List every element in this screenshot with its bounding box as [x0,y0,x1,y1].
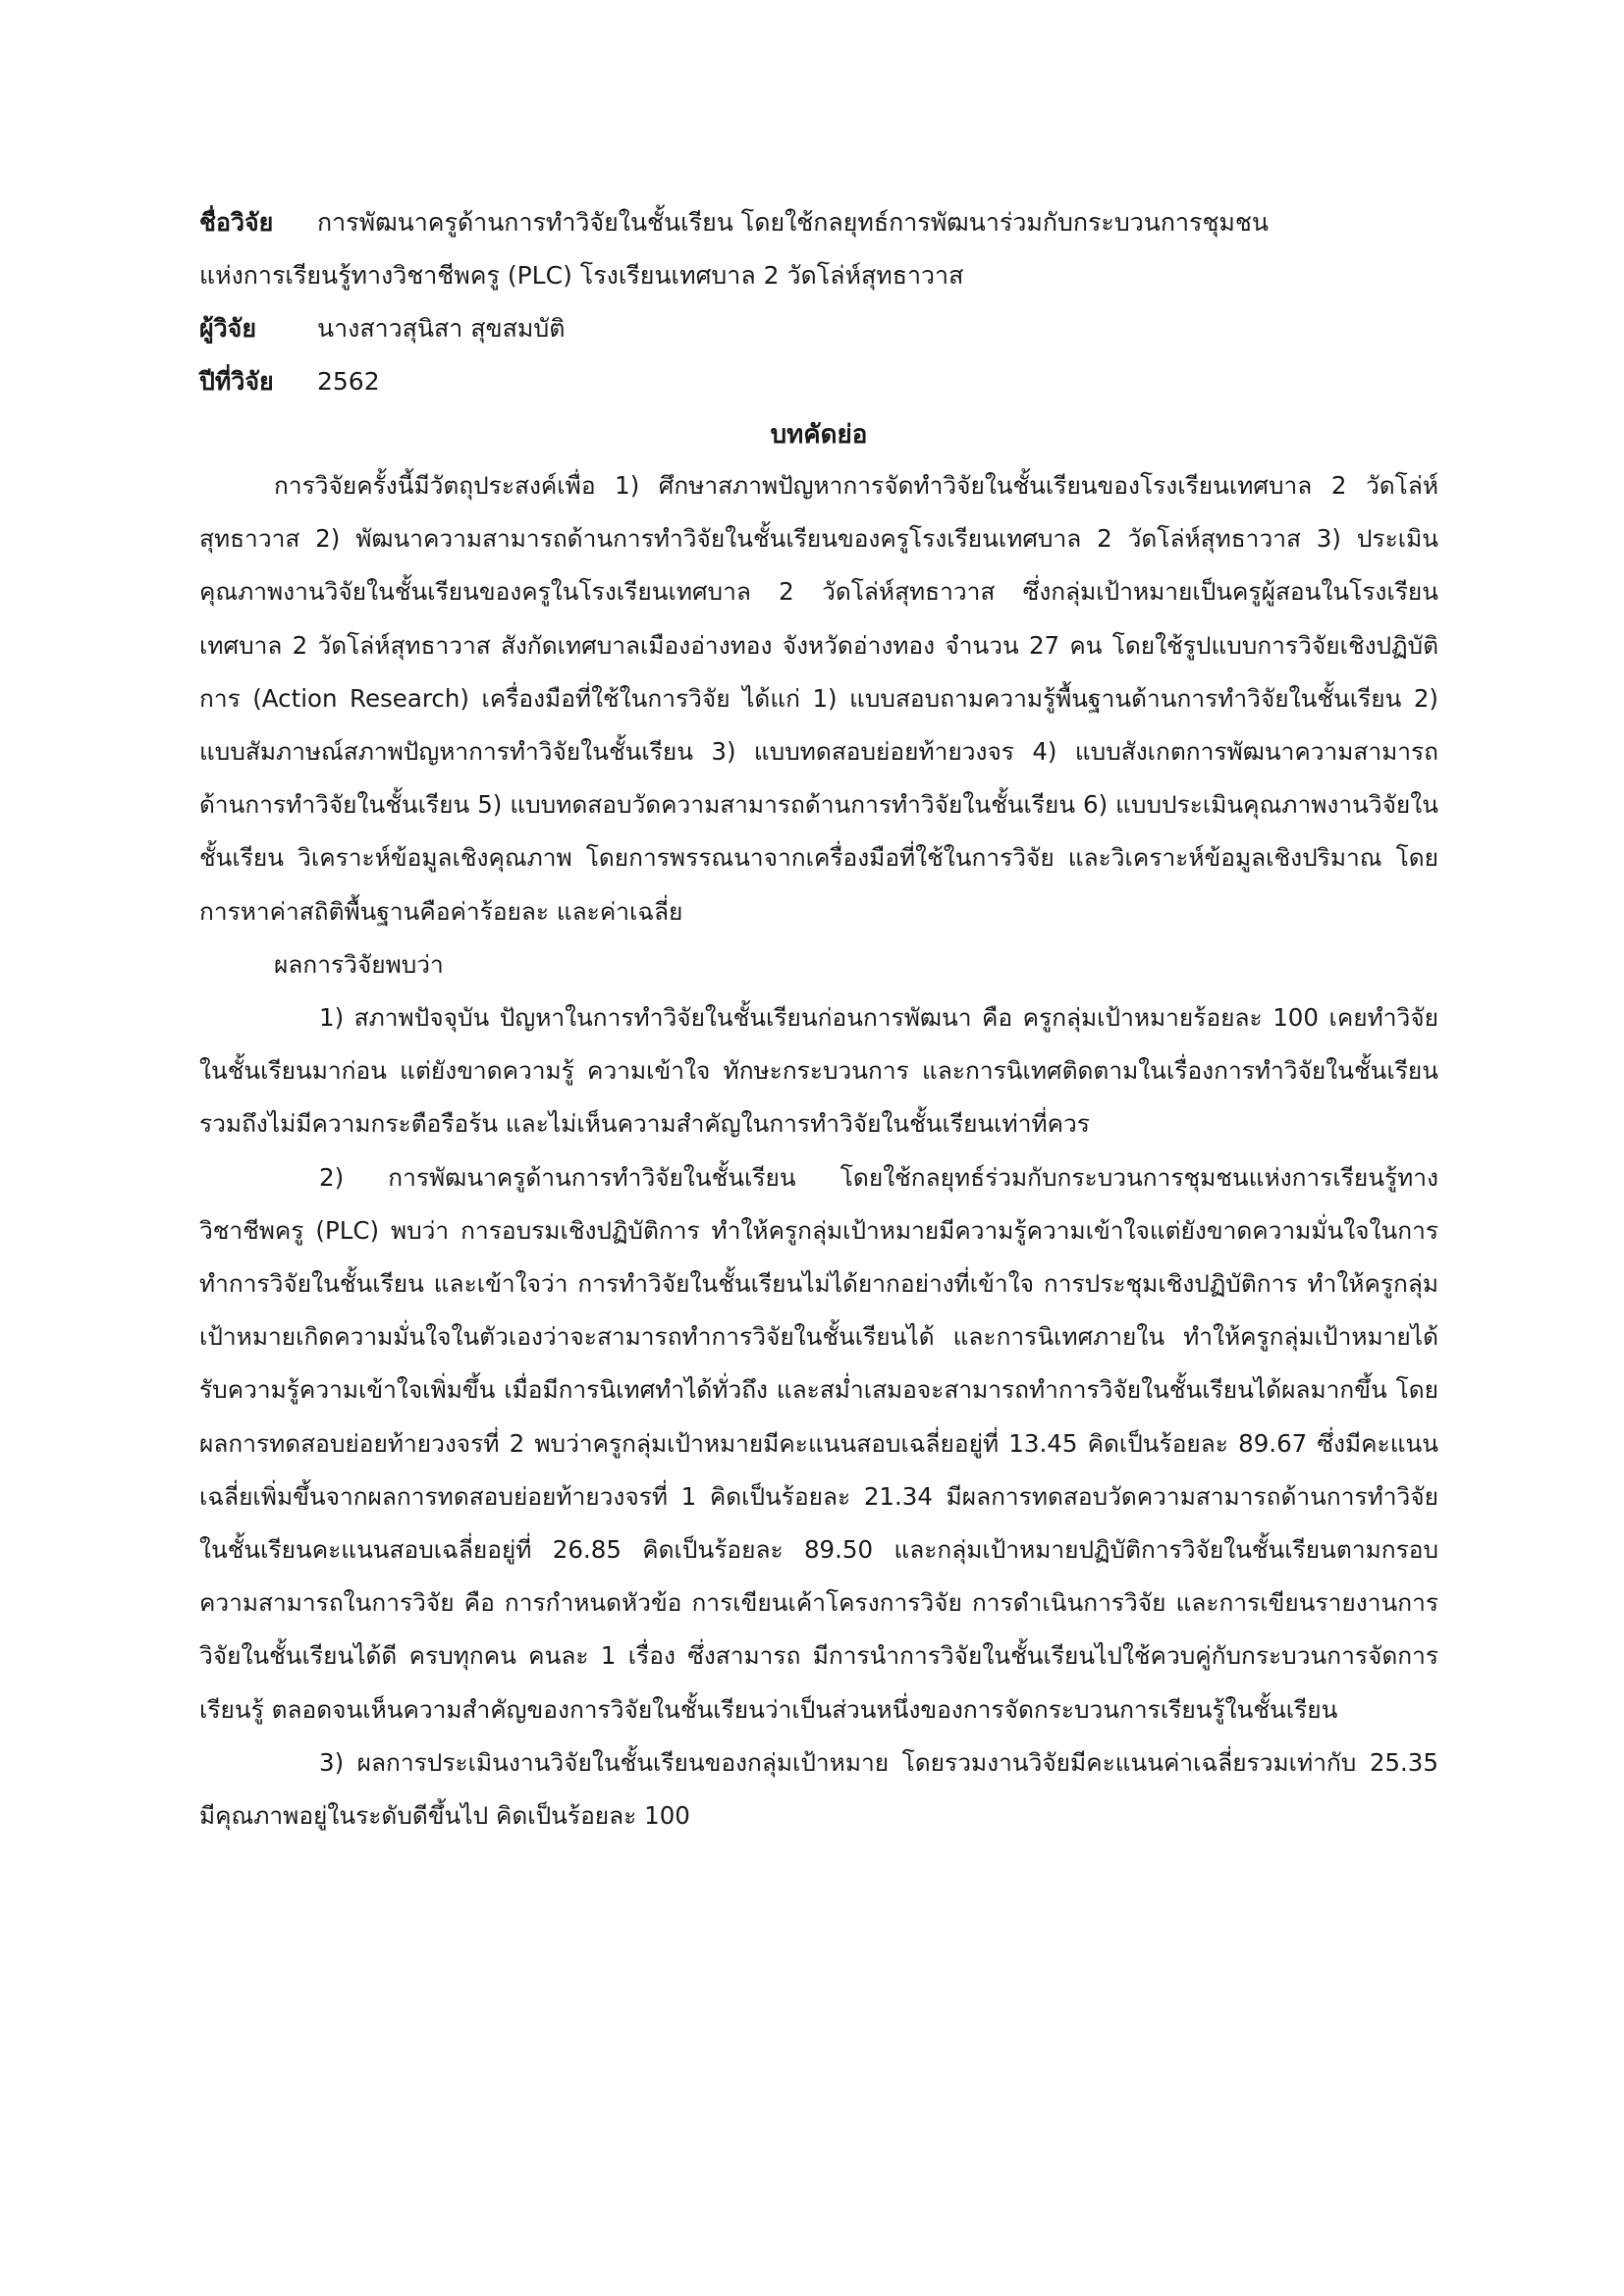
researcher-name: นางสาวสุนิสา สุขสมบัติ [317,314,566,343]
research-year-label: ปีที่วิจัย [199,367,274,396]
finding-paragraph-1: 1) สภาพปัจจุบัน ปัญหาในการทำวิจัยในชั้นเรียนก่อนการพัฒนา คือ ครูกลุ่มเป้าหมายร้อยละ 100 เคยทำวิจัยในชั้นเรียนมาก่อน แต่ยังขาดความรู้ ความเข้าใจ ทักษะกระบวนการ และการนิเทศติดตามในเรื่องการทำวิจัยในชั้นเรียน รวมถึงไม่มีความกระตือรือร้น และไม่เห็นความสำคัญในการทำวิจัยในชั้นเรียนเท่าที่ควร [199,1003,1438,1139]
abstract-heading: บทคัดย่อ [770,420,868,450]
research-title-row [199,196,1438,249]
research-title-line-2: แห่งการเรียนรู้ทางวิชาชีพครู (PLC) โรงเรียนเทศบาล 2 วัดโล่ห์สุทธาวาส [199,261,964,290]
research-title-label: ชื่อวิจัย [199,208,274,237]
research-year-row [199,355,1438,408]
research-year-value: 2562 [317,367,380,396]
abstract-intro-paragraph: การวิจัยครั้งนี้มีวัตถุประสงค์เพื่อ 1) ศึกษาสภาพปัญหาการจัดทำวิจัยในชั้นเรียนของโรงเรียนเทศบาล 2 วัดโล่ห์สุทธาวาส 2) พัฒนาความสามารถด้านการทำวิจัยในชั้นเรียนของครูโรงเรียนเทศบาล 2 วัดโล่ห์สุทธาวาส 3) ประเมินคุณภาพงานวิจัยในชั้นเรียนของครูในโรงเรียนเทศบาล 2 วัดโล่ห์สุทธาวาส ซึ่งกลุ่มเป้าหมายเป็นครูผู้สอนในโรงเรียนเทศบาล 2 วัดโล่ห์สุทธาวาส สังกัดเทศบาลเมืองอ่างทอง จังหวัดอ่างทอง จำนวน 27 คน โดยใช้รูปแบบการวิจัยเชิงปฏิบัติการ (Action Research) เครื่องมือที่ใช้ในการวิจัย ได้แก่ 1) แบบสอบถามความรู้พื้นฐานด้านการทำวิจัยในชั้นเรียน 2) แบบสัมภาษณ์สภาพปัญหาการทำวิจัยในชั้นเรียน 3) แบบทดสอบย่อยท้ายวงจร 4) แบบสังเกตการพัฒนาความสามารถด้านการทำวิจัยในชั้นเรียน 5) แบบทดสอบวัดความสามารถด้านการทำวิจัยในชั้นเรียน 6) แบบประเมินคุณภาพงานวิจัยในชั้นเรียน วิเคราะห์ข้อมูลเชิงคุณภาพ โดยการพรรณนาจากเครื่องมือที่ใช้ในการวิจัย และวิเคราะห์ข้อมูลเชิงปริมาณ โดยการหาค่าสถิติพื้นฐานคือค่าร้อยละ และค่าเฉลี่ย [199,471,1438,926]
researcher-label: ผู้วิจัย [199,314,256,343]
researcher-row [199,302,1438,355]
document-page [199,196,1438,1842]
finding-paragraph-2: 2) การพัฒนาครูด้านการทำวิจัยในชั้นเรียน โดยใช้กลยุทธ์ร่วมกับกระบวนการชุมชนแห่งการเรียนรู้ทางวิชาชีพครู (PLC) พบว่า การอบรมเชิงปฏิบัติการ ทำให้ครูกลุ่มเป้าหมายมีความรู้ความเข้าใจแต่ยังขาดความมั่นใจในการทำการวิจัยในชั้นเรียน และเข้าใจว่า การทำวิจัยในชั้นเรียนไม่ได้ยากอย่างที่เข้าใจ การประชุมเชิงปฏิบัติการ ทำให้ครูกลุ่มเป้าหมายเกิดความมั่นใจในตัวเองว่าจะสามารถทำการวิจัยในชั้นเรียนได้ และการนิเทศภายใน ทำให้ครูกลุ่มเป้าหมายได้รับความรู้ความเข้าใจเพิ่มขึ้น เมื่อมีการนิเทศทำได้ทั่วถึง และสม่ำเสมอจะสามารถทำการวิจัยในชั้นเรียนได้ผลมากขึ้น โดยผลการทดสอบย่อยท้ายวงจรที่ 2 พบว่าครูกลุ่มเป้าหมายมีคะแนนสอบเฉลี่ยอยู่ที่ 13.45 คิดเป็นร้อยละ 89.67 ซึ่งมีคะแนนเฉลี่ยเพิ่มขึ้นจากผลการทดสอบย่อยท้ายวงจรที่ 1 คิดเป็นร้อยละ 21.34 มีผลการทดสอบวัดความสามารถด้านการทำวิจัยในชั้นเรียนคะแนนสอบเฉลี่ยอยู่ที่ 26.85 คิดเป็นร้อยละ 89.50 และกลุ่มเป้าหมายปฏิบัติการวิจัยในชั้นเรียนตามกรอบความสามารถในการวิจัย คือ การกำหนดหัวข้อ การเขียนเค้าโครงการวิจัย การดำเนินการวิจัย และการเขียนรายงานการวิจัยในชั้นเรียนได้ดี ครบทุกคน คนละ 1 เรื่อง ซึ่งสามารถ มีการนำการวิจัยในชั้นเรียนไปใช้ควบคู่กับกระบวนการจัดการเรียนรู้ ตลอดจนเห็นความสำคัญของการวิจัยในชั้นเรียนว่าเป็นส่วนหนึ่งของการจัดกระบวนการเรียนรู้ในชั้นเรียน [199,1162,1438,1724]
research-title-line-1: การพัฒนาครูด้านการทำวิจัยในชั้นเรียน โดยใช้กลยุทธ์การพัฒนาร่วมกับกระบวนการชุมชน [317,208,1269,237]
findings-heading: ผลการวิจัยพบว่า [274,949,444,979]
finding-paragraph-3: 3) ผลการประเมินงานวิจัยในชั้นเรียนของกลุ่มเป้าหมาย โดยรวมงานวิจัยมีคะแนนค่าเฉลี่ยรวมเท่ากับ 25.35 มีคุณภาพอยู่ในระดับดีขึ้นไป คิดเป็นร้อยละ 100 [199,1747,1438,1831]
